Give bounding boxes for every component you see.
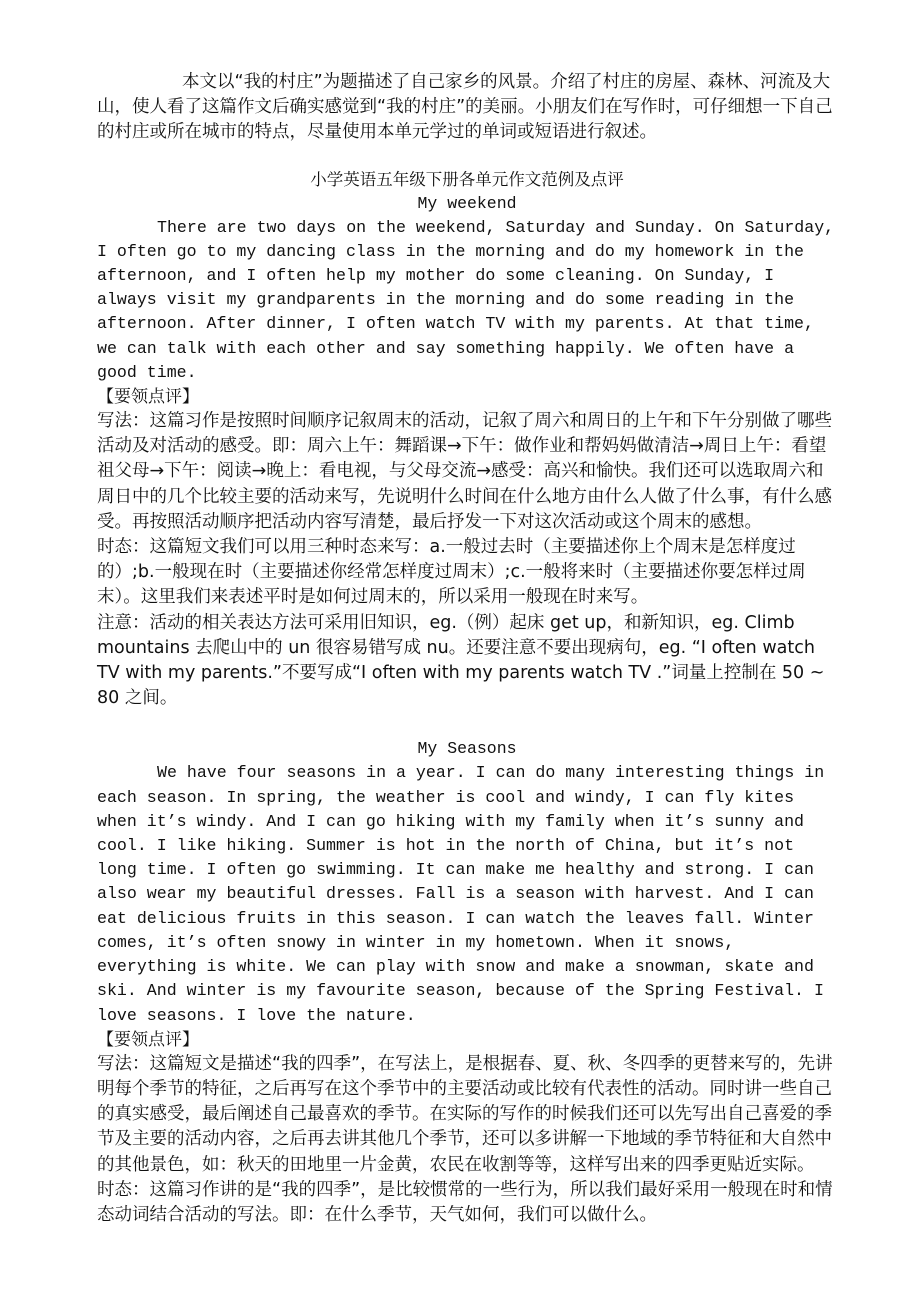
section-title: 小学英语五年级下册各单元作文范例及点评 [310,169,624,189]
spacer [97,146,837,168]
essay1-title: My weekend [417,193,517,213]
spacer [97,711,837,737]
essay1-review-heading: 【要领点评】 [97,387,199,408]
essay2-tense: 时态：这篇习作讲的是“我的四季”，是比较惯常的一些行为，所以我们最好采用一般现在时和情态动词结合活动的写法。即：在什么季节，天气如何，我们可以做什么。 [97,1179,833,1225]
essay2-review-heading: 【要领点评】 [97,1029,199,1050]
essay1-writing-method: 写法：这篇习作是按照时间顺序记叙周末的活动，记叙了周六和周日的上午和下午分别做了哪些活动及对活动的感受。即：周六上午：舞蹈课→下午：做作业和帮妈妈做清洁→周日上午：看望祖父母→下午：阅读→晚上：看电视，与父母交流→感受：高兴和愉快。我们还可以选取周六和周日中的几个比较主要的活动来写，先说明什么时间在什么地方由什么人做了什么事，有什么感受。再按照活动顺序把活动内容写清楚，最后抒发一下对这次活动或这个周末的感想。 [97,411,832,532]
essay2-writing-method: 写法：这篇短文是描述“我的四季”，在写法上，是根据春、夏、秋、冬四季的更替来写的，先讲明每个季节的特征，之后再写在这个季节中的主要活动或比较有代表性的活动。同时讲一些自己的真实感受，最后阐述自己最喜欢的季节。在实际的写作的时候我们还可以先写出自己喜爱的季节及主要的活动内容，之后再去讲其他几个季节，还可以多讲解一下地域的季节特征和大自然中的其他景色，如：秋天的田地里一片金黄，农民在收割等等，这样写出来的四季更贴近实际。 [97,1053,833,1175]
document-page [97,70,837,1228]
essay2-title: My Seasons [417,739,517,759]
essay1-body: There are two days on the weekend, Saturday and Sunday. On Saturday, I often go to my dancing class in the morning and do my homework in the afternoon, and I often help my mother do some cleaning. On Sunday, I always visit my grandparents in the morning and do some reading in the afternoon. After dinner, I often watch TV with my parents. At that time, we can talk with each other and say something happily. We often have a good time. [97,217,835,382]
essay1-tense: 时态：这篇短文我们可以用三种时态来写：a.一般过去时（主要描述你上个周末是怎样度过的）;b.一般现在时（主要描述你经常怎样度过周末）;c.一般将来时（主要描述你要怎样过周末）。这里我们来表述平时是如何过周末的，所以采用一般现在时来写。 [97,537,806,608]
intro-paragraph: 本文以“我的村庄”为题描述了自己家乡的风景。介绍了村庄的房屋、森林、河流及大山，使人看了这篇作文后确实感觉到“我的村庄”的美丽。小朋友们在写作时，可仔细想一下自己的村庄或所在城市的特点，尽量使用本单元学过的单词或短语进行叙述。 [97,72,833,143]
essay1-note: 注意：活动的相关表达方法可采用旧知识，eg.（例）起床 get up，和新知识，eg. Climb mountains 去爬山中的 un 很容易错写成 nu。还要注意不要出现病句，eg. “I often watch TV with my parents.”不要写成“I often with my parents watch TV .”词量上控制在 50 ~ 80 之间。 [97,612,825,709]
essay2-body: We have four seasons in a year. I can do many interesting things in each season. In spring, the weather is cool and windy, I can fly kites when it’s windy. And I can go hiking with my family when it’s sunny and cool. I like hiking. Summer is hot in the north of China, but it’s not long time. I often go swimming. It can make me healthy and strong. I can also wear my beautiful dresses. Fall is a season with harvest. And I can eat delicious fruits in this season. I can watch the leaves fall. Winter comes, it’s often snowy in winter in my hometown. When it snows, everything is white. We can play with snow and make a snowman, skate and ski. And winter is my favourite season, because of the Spring Festival. I love seasons. I love the nature. [97,763,825,1025]
